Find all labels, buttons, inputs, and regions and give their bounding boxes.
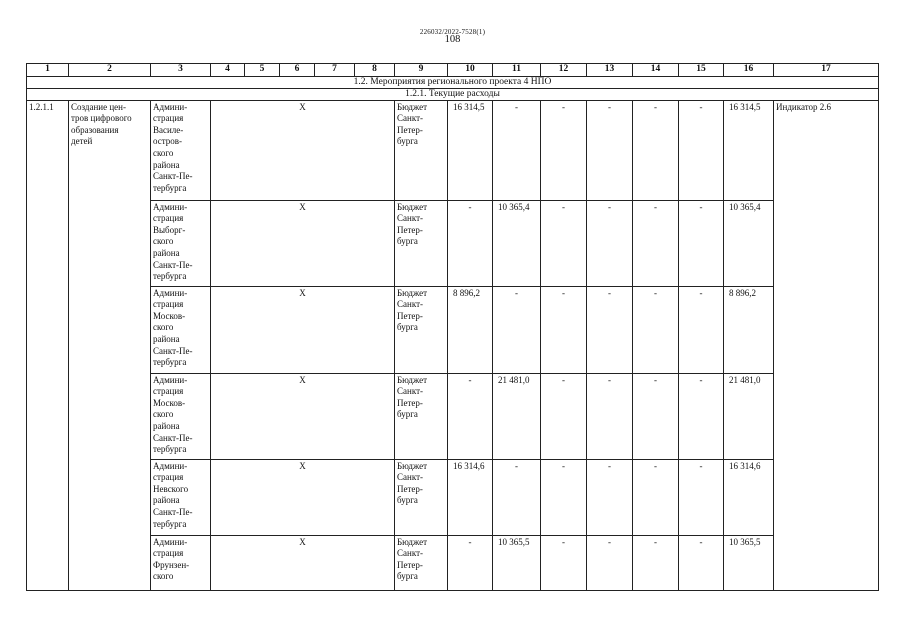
column-header: 13 [587, 64, 633, 77]
indicator-cell: Индикатор 2.6 [774, 100, 879, 590]
table-row [27, 535, 879, 590]
value-2027: - [679, 459, 724, 535]
value-2023: - [493, 459, 541, 535]
value-2022: 8 896,2 [448, 286, 493, 373]
column-header: 14 [633, 64, 679, 77]
value-2026: - [633, 100, 679, 200]
mark-cell: Х [211, 535, 395, 590]
column-header: 3 [151, 64, 211, 77]
value-2022: - [448, 200, 493, 286]
responsible-org: Админи- страция Фрунзен- ского [151, 535, 211, 590]
value-2026: - [633, 373, 679, 459]
table-row [27, 373, 879, 459]
value-2025: - [587, 200, 633, 286]
value-2027: - [679, 373, 724, 459]
value-2026: - [633, 459, 679, 535]
item-code: 1.2.1.1 [27, 100, 69, 590]
section-title: 1.2. Мероприятия регионального проекта 4 НПО [27, 76, 879, 88]
budget-table [26, 63, 879, 591]
value-total: 10 365,4 [724, 200, 774, 286]
column-header: 2 [69, 64, 151, 77]
column-header: 16 [724, 64, 774, 77]
value-2027: - [679, 200, 724, 286]
funding-source: Бюджет Санкт- Петер- бурга [395, 459, 448, 535]
responsible-org: Админи- страция Выборг- ского района Санкт-Пе- тербурга [151, 200, 211, 286]
value-total: 16 314,6 [724, 459, 774, 535]
column-header: 7 [315, 64, 355, 77]
value-2025: - [587, 286, 633, 373]
responsible-org: Админи- страция Невского района Санкт-Пе- тербурга [151, 459, 211, 535]
column-header: 9 [395, 64, 448, 77]
value-2023: 10 365,4 [493, 200, 541, 286]
mark-cell: Х [211, 373, 395, 459]
funding-source: Бюджет Санкт- Петер- бурга [395, 535, 448, 590]
responsible-org: Админи- страция Москов- ского района Санкт-Пе- тербурга [151, 286, 211, 373]
section-row [27, 76, 879, 88]
column-header: 12 [541, 64, 587, 77]
value-2024: - [541, 535, 587, 590]
value-2023: - [493, 286, 541, 373]
mark-cell: Х [211, 100, 395, 200]
value-2027: - [679, 100, 724, 200]
column-header: 5 [245, 64, 280, 77]
column-header: 6 [280, 64, 315, 77]
column-header: 4 [211, 64, 245, 77]
value-2027: - [679, 286, 724, 373]
value-total: 21 481,0 [724, 373, 774, 459]
mark-cell: Х [211, 286, 395, 373]
value-2024: - [541, 459, 587, 535]
value-2023: 10 365,5 [493, 535, 541, 590]
value-total: 16 314,5 [724, 100, 774, 200]
value-2026: - [633, 286, 679, 373]
value-2027: - [679, 535, 724, 590]
value-2026: - [633, 535, 679, 590]
value-total: 8 896,2 [724, 286, 774, 373]
column-header: 15 [679, 64, 724, 77]
column-header: 17 [774, 64, 879, 77]
document-number: 226032/2022-7528(1) [419, 28, 486, 36]
column-header: 1 [27, 64, 69, 77]
item-name: Создание цен- тров цифрового образования детей [69, 100, 151, 590]
page-number: 108 [444, 34, 461, 45]
funding-source: Бюджет Санкт- Петер- бурга [395, 200, 448, 286]
value-2026: - [633, 200, 679, 286]
value-2025: - [587, 459, 633, 535]
value-2024: - [541, 373, 587, 459]
responsible-org: Админи- страция Москов- ского района Санкт-Пе- тербурга [151, 373, 211, 459]
value-2025: - [587, 373, 633, 459]
subsection-title: 1.2.1. Текущие расходы [27, 88, 879, 100]
funding-source: Бюджет Санкт- Петер- бурга [395, 100, 448, 200]
table-row [27, 100, 879, 200]
column-header: 10 [448, 64, 493, 77]
funding-source: Бюджет Санкт- Петер- бурга [395, 373, 448, 459]
column-header: 11 [493, 64, 541, 77]
value-2024: - [541, 286, 587, 373]
value-2022: - [448, 373, 493, 459]
mark-cell: Х [211, 200, 395, 286]
table-row [27, 200, 879, 286]
value-2022: - [448, 535, 493, 590]
table-row [27, 459, 879, 535]
column-number-row [27, 64, 879, 77]
funding-source: Бюджет Санкт- Петер- бурга [395, 286, 448, 373]
value-total: 10 365,5 [724, 535, 774, 590]
value-2022: 16 314,6 [448, 459, 493, 535]
value-2023: - [493, 100, 541, 200]
value-2022: 16 314,5 [448, 100, 493, 200]
responsible-org: Админи- страция Василе- остров- ского района Санкт-Пе- тербурга [151, 100, 211, 200]
value-2025: - [587, 100, 633, 200]
column-header: 8 [355, 64, 395, 77]
mark-cell: Х [211, 459, 395, 535]
value-2023: 21 481,0 [493, 373, 541, 459]
value-2025: - [587, 535, 633, 590]
table-row [27, 286, 879, 373]
value-2024: - [541, 100, 587, 200]
value-2024: - [541, 200, 587, 286]
subsection-row [27, 88, 879, 100]
